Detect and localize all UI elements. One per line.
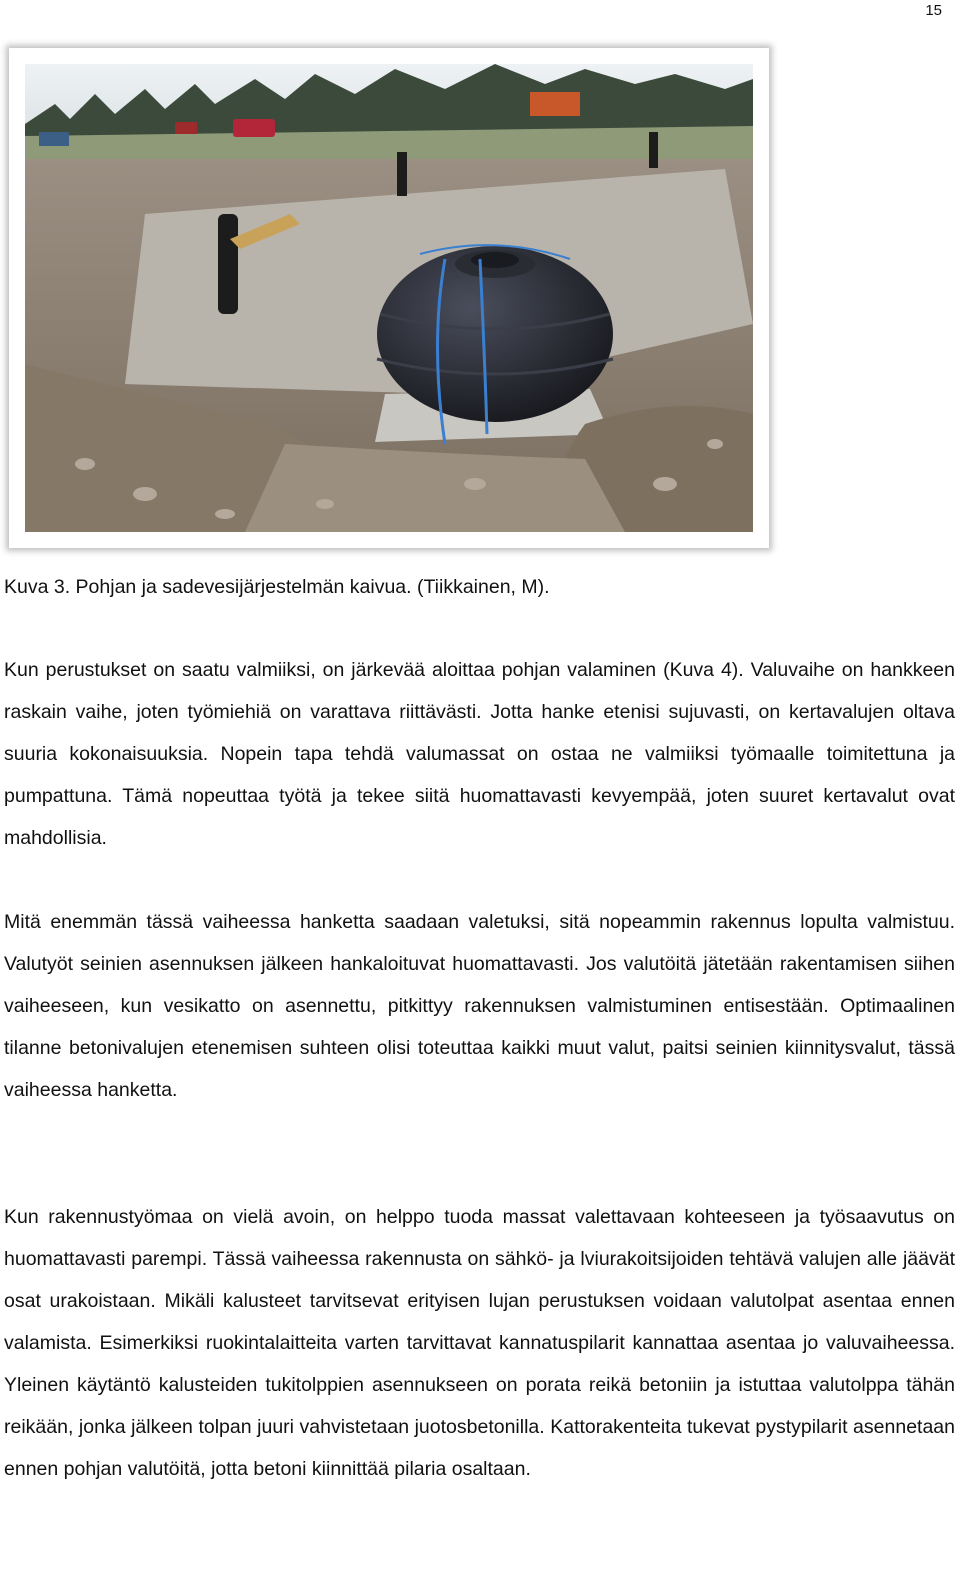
figure-caption: Kuva 3. Pohjan ja sadevesijärjestelmän kaivua. (Tiikkainen, M). <box>4 576 550 598</box>
construction-site-photo <box>9 48 769 548</box>
paragraph-floor-casting: Kun perustukset on saatu valmiiksi, on järkevää aloittaa pohjan valaminen (Kuva 4). Valuvaihe on hankkeen raskain vaihe, joten työmiehiä on varattava riittävästi. Jotta hanke etenisi sujuvasti, on kertavalujen oltava suuria kokonaisuuksia. Nopein tapa tehdä valumassat on ostaa ne valmiiksi työmaalle toimitettuna ja pumpattuna. Tämä nopeuttaa työtä ja tekee siitä huomattavasti kevyempää, joten suuret kertavalut ovat mahdollisia. <box>4 659 955 849</box>
paragraph-casting-timing: Mitä enemmän tässä vaiheessa hanketta saadaan valetuksi, sitä nopeammin rakennus lopulta valmistuu. Valutyöt seinien asennuksen jälkeen hankaloituvat huomattavasti. Jos valutöitä jätetään rakentamisen siihen vaiheeseen, kun vesikatto on asennettu, pitkittyy rakennuksen valmistuminen entisestään. Optimaalinen tilanne betonivalujen etenemisen suhteen olisi toteuttaa kaikki muut valut, paitsi seinien kiinnitysvalut, tässä vaiheessa hanketta. <box>4 911 955 1101</box>
excavation-image <box>25 64 753 532</box>
page-number: 15 <box>925 2 942 19</box>
paragraph-open-site: Kun rakennustyömaa on vielä avoin, on helppo tuoda massat valettavaan kohteeseen ja työsaavutus on huomattavasti parempi. Tässä vaiheessa rakennusta on sähkö- ja lviurakoitsijoiden tehtävä valujen alle jäävät osat urakoistaan. Mikäli kalusteet tarvitsevat erityisen lujan perustuksen voidaan valutolpat asentaa ennen valamista. Esimerkiksi ruokintalaitteita varten tarvittavat kannatuspilarit kannattaa asentaa jo valuvaiheessa. Yleinen käytäntö kalusteiden tukitolppien asennukseen on porata reikä betoniin ja istuttaa valutolppa tähän reikään, jonka jälkeen tolpan juuri vahvistetaan juotosbetonilla. Kattorakenteita tukevat pystypilarit asennetaan ennen pohjan valutöitä, jotta betoni kiinnittää pilaria osaltaan. <box>4 1206 955 1480</box>
